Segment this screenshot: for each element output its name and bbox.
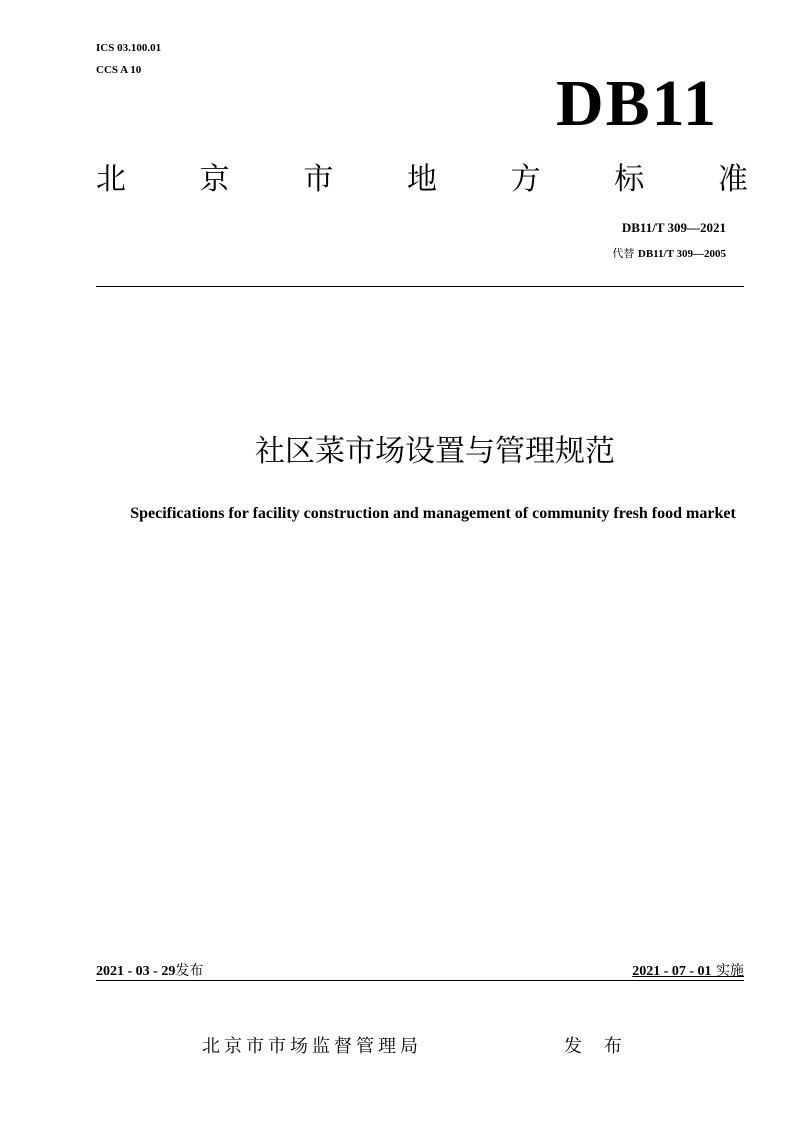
- title-english: Specifications for facility construction and management of community fresh food market: [130, 505, 736, 522]
- replaces-line: [612, 245, 726, 261]
- issuing-authority: 北京市市场监督管理局: [202, 1036, 422, 1057]
- org-char: 方: [510, 162, 541, 197]
- top-divider: [96, 286, 744, 287]
- issue-label: 发布: [175, 963, 204, 979]
- org-char: 准: [717, 162, 748, 197]
- implementation-date: 2021 - 07 - 01: [632, 964, 712, 979]
- db11-logo: DB11: [555, 67, 718, 140]
- implementation-date-line: [632, 960, 744, 980]
- implementation-label: 实施: [716, 963, 744, 979]
- issue-date-line: [96, 960, 203, 980]
- replaces-label: 代替: [612, 247, 635, 260]
- org-char: 标: [614, 162, 645, 197]
- org-char: 北: [96, 162, 126, 197]
- ccs-code: CCS A 10: [96, 64, 142, 76]
- bottom-divider: [96, 980, 744, 981]
- standard-number: DB11/T 309—2021: [621, 220, 726, 235]
- replaced-standard-number: DB11/T 309—2005: [637, 248, 726, 260]
- issue-date: 2021 - 03 - 29: [96, 964, 176, 979]
- issuing-body-heading: [96, 156, 748, 196]
- org-char: 地: [406, 162, 437, 197]
- issue-word: 发 布: [564, 1036, 630, 1057]
- org-char: 京: [199, 162, 230, 197]
- org-char: 市: [303, 162, 334, 197]
- title-chinese: 社区菜市场设置与管理规范: [255, 434, 615, 469]
- ics-code: ICS 03.100.01: [96, 42, 162, 54]
